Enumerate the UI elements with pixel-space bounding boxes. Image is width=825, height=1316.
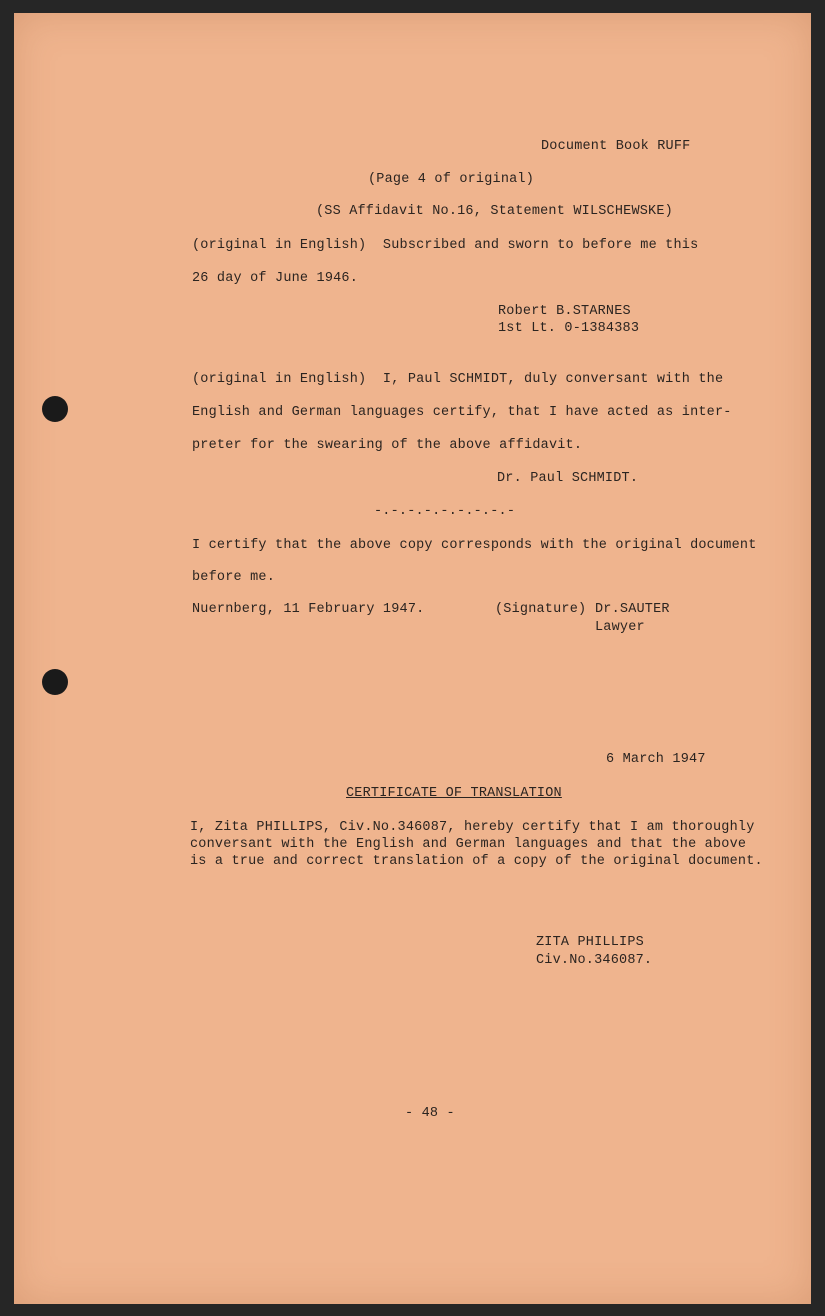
separator-line: -.-.-.-.-.-.-.-.- [374, 504, 516, 519]
translator-id: Civ.No.346087. [536, 953, 653, 968]
copy-signer-title: Lawyer [595, 620, 645, 635]
officer-name: Robert B.STARNES [498, 304, 631, 319]
interpreter-line-2: English and German languages certify, that I have acted as inter- [192, 405, 732, 420]
interpreter-line-1: (original in English) I, Paul SCHMIDT, duly conversant with the [192, 372, 724, 387]
interpreter-signature: Dr. Paul SCHMIDT. [497, 471, 639, 486]
signature-label: (Signature) [495, 602, 587, 617]
page-number: - 48 - [405, 1106, 455, 1121]
copy-certification-line-1: I certify that the above copy corresponds with the original document [192, 538, 757, 553]
punch-hole-bottom [42, 669, 68, 695]
translation-date: 6 March 1947 [606, 752, 706, 767]
officer-rank: 1st Lt. 0-1384383 [498, 321, 640, 336]
translator-name: ZITA PHILLIPS [536, 935, 644, 950]
translation-certificate-title: CERTIFICATE OF TRANSLATION [346, 786, 562, 801]
punch-hole-top [42, 396, 68, 422]
affidavit-reference: (SS Affidavit No.16, Statement WILSCHEWSKE) [316, 204, 673, 219]
document-book-label: Document Book RUFF [541, 139, 691, 154]
interpreter-line-3: preter for the swearing of the above affidavit. [192, 438, 583, 453]
translation-line-1: I, Zita PHILLIPS, Civ.No.346087, hereby certify that I am thoroughly [190, 820, 755, 835]
copy-certification-line-2: before me. [192, 570, 276, 585]
translation-line-3: is a true and correct translation of a copy of the original document. [190, 854, 763, 869]
oath-line-1: (original in English) Subscribed and sworn to before me this [192, 238, 699, 253]
translation-line-2: conversant with the English and German languages and that the above [190, 837, 747, 852]
document-page [14, 13, 811, 1304]
copy-signer: Dr.SAUTER [595, 602, 670, 617]
oath-line-2: 26 day of June 1946. [192, 271, 359, 286]
place-and-date: Nuernberg, 11 February 1947. [192, 602, 425, 617]
page-reference: (Page 4 of original) [368, 172, 535, 187]
